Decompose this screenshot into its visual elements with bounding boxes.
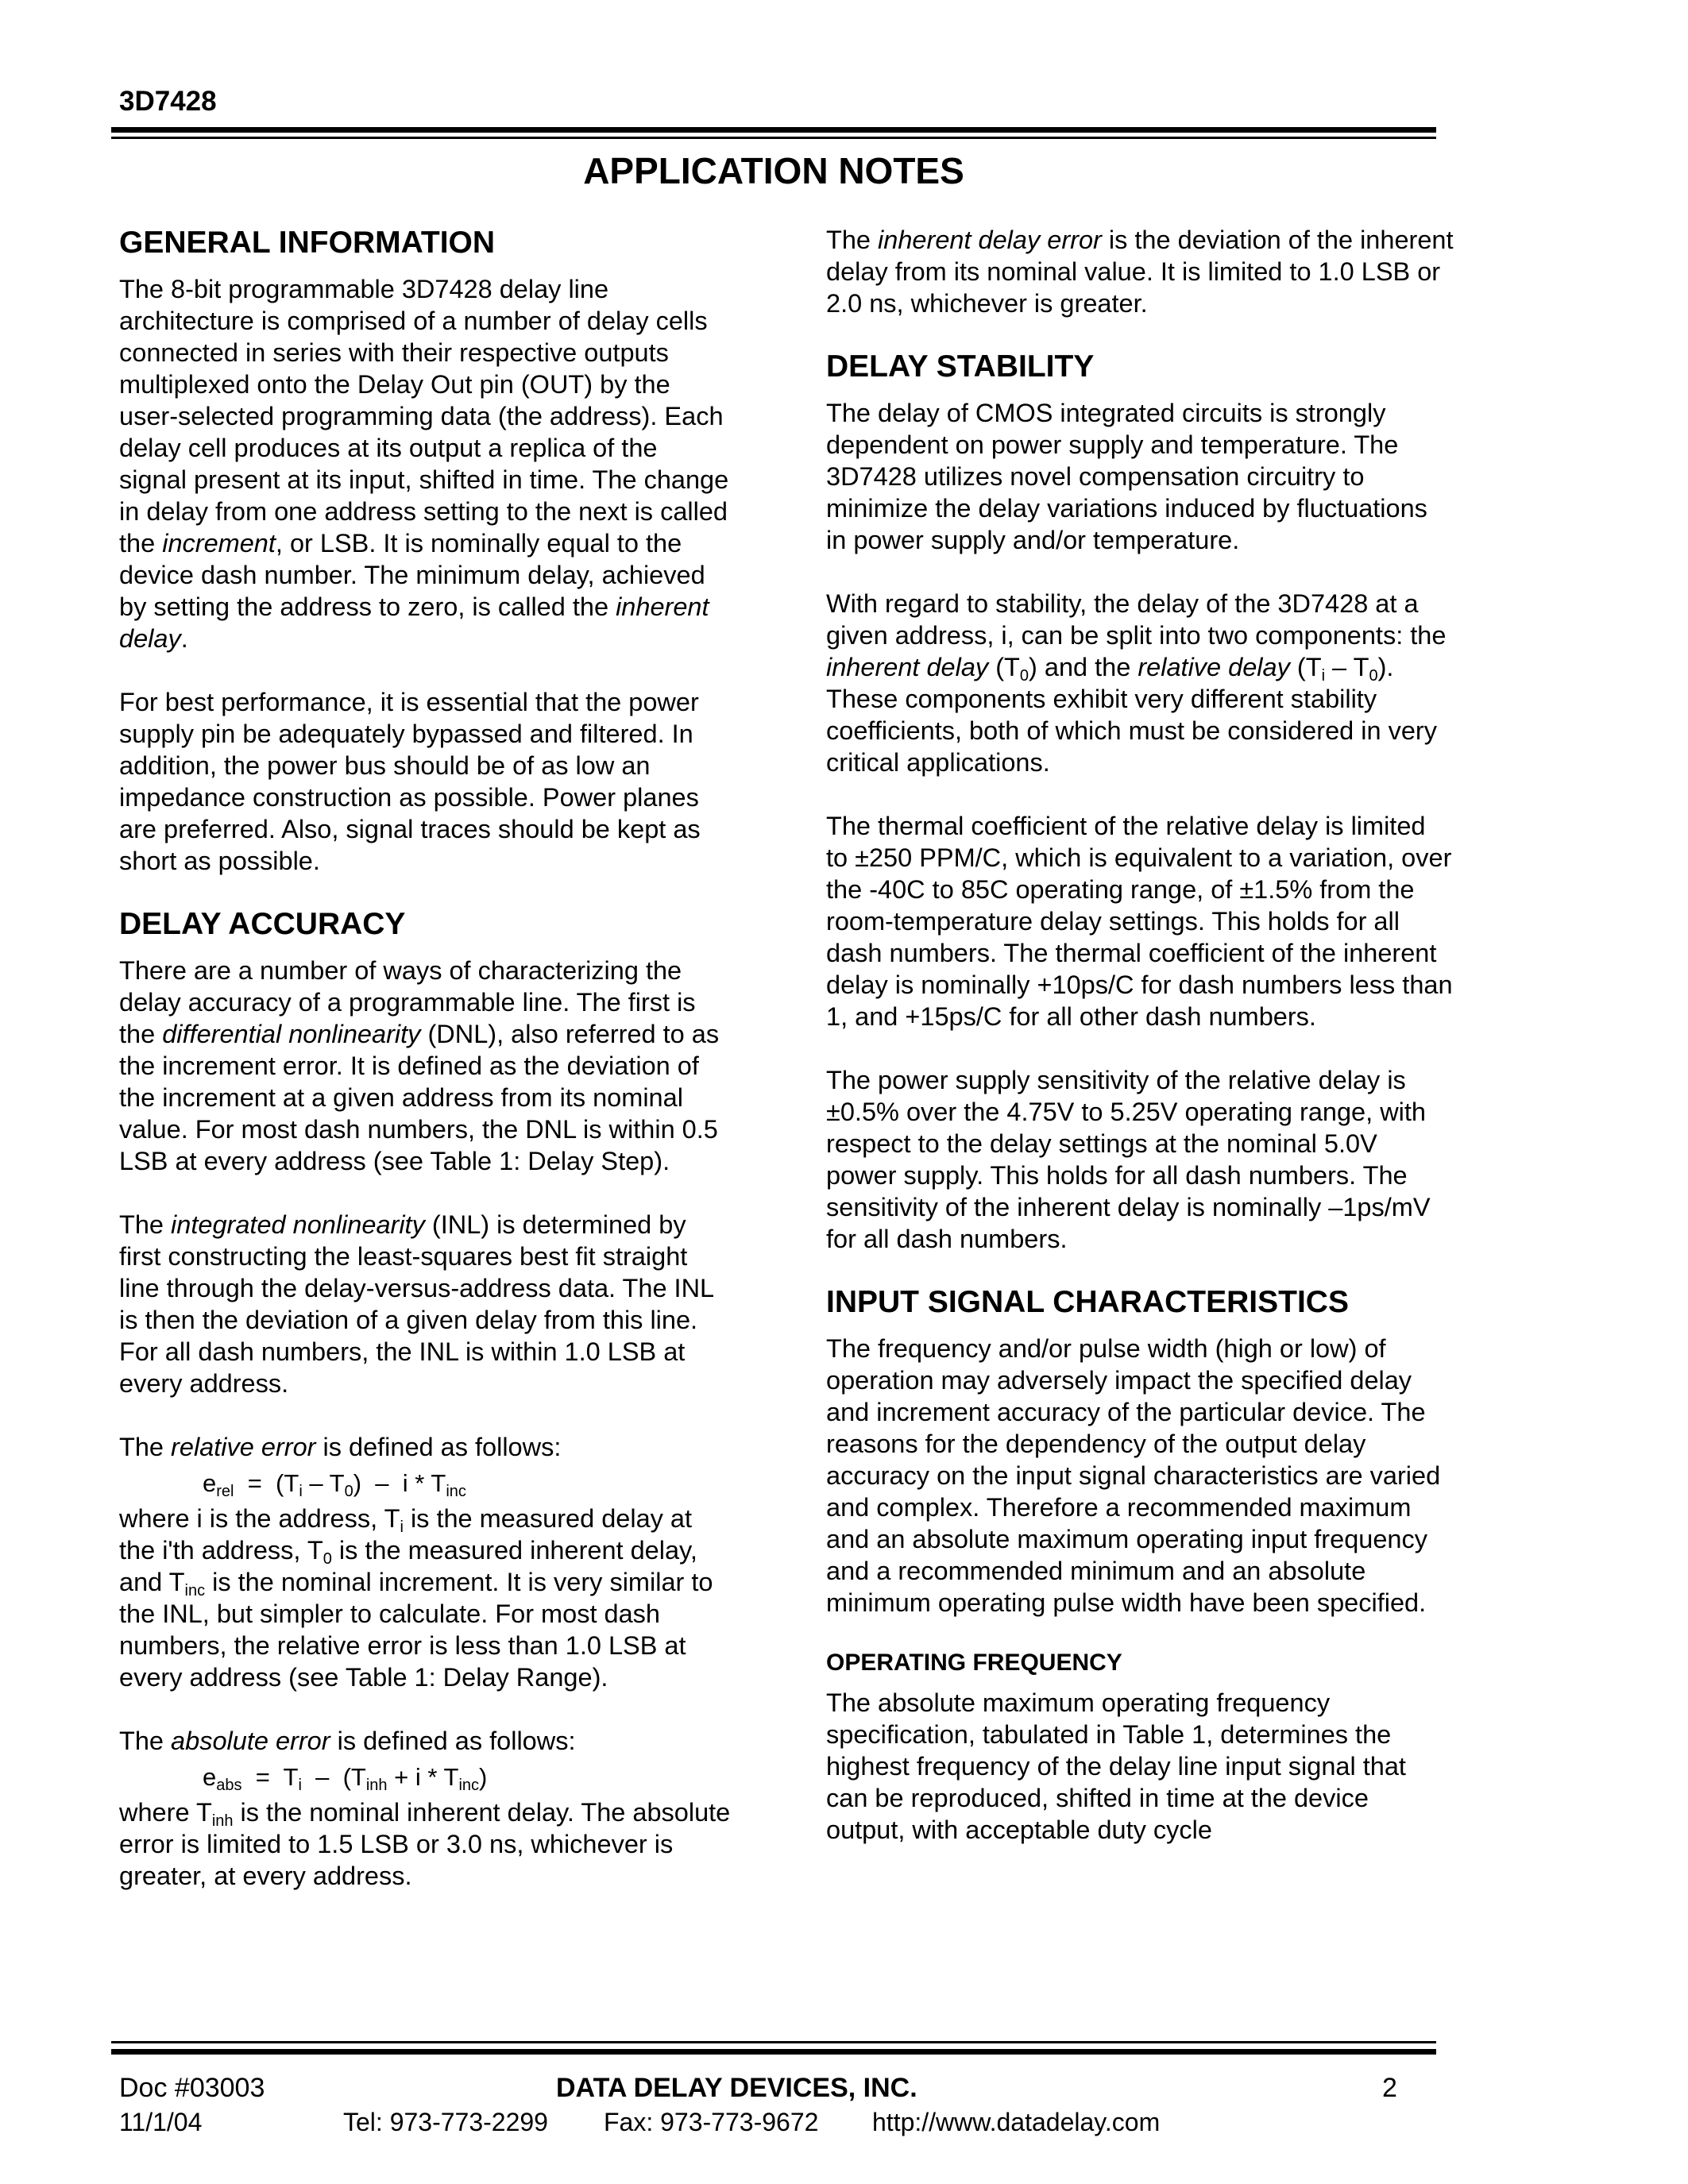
- header-rule-thick: [111, 127, 1436, 133]
- right-column: [826, 224, 1454, 1846]
- paragraph-stability-3: The thermal coefficient of the relative delay is limited to ±250 PPM/C, which is equivalent to a variation, over the -40C to 85C operating range, of ±1.5% from the room-temperature delay settings. This holds for all dash numbers. The thermal coefficient of the inherent delay is nominally +10ps/C for dash numbers less than 1, and +15ps/C for all other dash numbers.: [826, 812, 1453, 1031]
- footer-page-number: 2: [1382, 2073, 1397, 2103]
- paragraph-relative-error-intro: The relative error is defined as follows:: [119, 1433, 562, 1461]
- section-title-delay-stability: DELAY STABILITY: [826, 349, 1095, 384]
- footer-company-name: DATA DELAY DEVICES, INC.: [556, 2073, 917, 2103]
- paragraph-stability-2: With regard to stability, the delay of the 3D7428 at a given address, i, can be split into two components: the inherent delay $(T_0)$ and the relative delay $(T_i - T_0)$. These components exhibit very different stability coefficients, both of which must be considered in very critical applications.: [826, 589, 1447, 777]
- paragraph-absolute-error: where $T_{inh}$ is the nominal inherent delay. The absolute error is limited to 1.5 LSB or 3.0 ns, whichever is greater, at every address.: [119, 1798, 731, 1890]
- subsection-title-operating-frequency: OPERATING FREQUENCY: [826, 1650, 1122, 1676]
- paragraph-operating-frequency: The absolute maximum operating frequency specification, tabulated in Table 1, determines the highest frequency of the delay line input signal that can be reproduced, shifted in time at the device output, with acceptable duty cycle: [826, 1688, 1406, 1844]
- paragraph-accuracy-2: The integrated nonlinearity (INL) is determined by first constructing the least-squares best fit straight line through the delay-versus-address data. The INL is then the deviation of a given delay from this line. For all dash numbers, the INL is within 1.0 LSB at every address.: [119, 1210, 713, 1398]
- paragraph-stability-1: The delay of CMOS integrated circuits is strongly dependent on power supply and temperature. The 3D7428 utilizes novel compensation circuitry to minimize the delay variations induced by fluctuations in power supply and/or temperature.: [826, 399, 1427, 554]
- paragraph-general-2: For best performance, it is essential that the power supply pin be adequately bypassed and filtered. In addition, the power bus should be of as low an impedance construction as possible. Power planes are preferred. Also, signal traces should be kept as short as possible.: [119, 688, 701, 875]
- paragraph-inherent-delay-error: The inherent delay error is the deviation of the inherent delay from its nominal value. It is limited to 1.0 LSB or 2.0 ns, whichever is greater.: [826, 226, 1454, 318]
- paragraph-stability-4: The power supply sensitivity of the relative delay is ±0.5% over the 4.75V to 5.25V operating range, with respect to the delay settings at the nominal 5.0V power supply. This holds for all dash numbers. The sensitivity of the inherent delay is nominally –1ps/mV for all dash numbers.: [826, 1066, 1431, 1253]
- footer-doc-number: Doc #03003: [119, 2073, 265, 2103]
- page-title: APPLICATION NOTES: [583, 150, 964, 191]
- header-rule-thin: [111, 137, 1436, 139]
- section-title-general-information: GENERAL INFORMATION: [119, 226, 496, 260]
- formula-absolute-error: $e_{abs} = T_i - (T_{inh} + i * T_{inc})$: [203, 1763, 488, 1794]
- footer-rule-thick: [111, 2049, 1436, 2055]
- footer-date: 11/1/04: [119, 2108, 203, 2136]
- paragraph-accuracy-1: There are a number of ways of characterizing the delay accuracy of a programmable line. The first is the differential nonlinearity (DNL), also referred to as the increment error. It is defined as the deviation of the increment at a given address from its nominal value. For most dash numbers, the DNL is within 0.5 LSB at every address (see Table 1: Delay Step).: [119, 956, 720, 1175]
- paragraph-input-signal: The frequency and/or pulse width (high or low) of operation may adversely impact the specified delay and increment accuracy of the particular device. The reasons for the dependency of the output delay accuracy on the input signal characteristics are varied and complex. Therefore a recommended maximum and an absolute maximum operating input frequency and a recommended minimum and an absolute minimum operating pulse width have been specified.: [826, 1334, 1441, 1617]
- paragraph-general-1: The 8-bit programmable 3D7428 delay line architecture is comprised of a number of delay cells connected in series with their respective outputs multiplexed onto the Delay Out pin (OUT) by the user-selected programming data (the address). Each delay cell produces at its output a replica of the signal present at its input, shifted in time. The change in delay from one address setting to the next is called the increment, or LSB. It is nominally equal to the device dash number. The minimum delay, achieved by setting the address to zero, is called the inherent delay.: [119, 275, 729, 653]
- paragraph-relative-error: where i is the address, $T_i$ is the measured delay at the i'th address, $T_0$ is the measured inherent delay, and $T_{inc}$ is the nominal increment. It is very similar to the INL, but simpler to calculate. For most dash numbers, the relative error is less than 1.0 LSB at every address (see Table 1: Delay Range).: [119, 1504, 713, 1692]
- left-column: [119, 224, 731, 1892]
- document-id: 3D7428: [119, 86, 217, 117]
- section-title-delay-accuracy: DELAY ACCURACY: [119, 907, 406, 941]
- footer-rule-thin: [111, 2041, 1436, 2043]
- section-title-input-signal-characteristics: INPUT SIGNAL CHARACTERISTICS: [826, 1285, 1349, 1319]
- paragraph-absolute-error-intro: The absolute error is defined as follows:: [119, 1727, 576, 1755]
- formula-relative-error: $e_{rel} = (T_i - T_0) - i * T_{inc}$: [203, 1469, 466, 1500]
- footer-fax: Fax: 973-773-9672: [604, 2108, 819, 2136]
- footer-website-link[interactable]: http://www.datadelay.com: [872, 2108, 1161, 2136]
- footer-telephone: Tel: 973-773-2299: [343, 2108, 548, 2136]
